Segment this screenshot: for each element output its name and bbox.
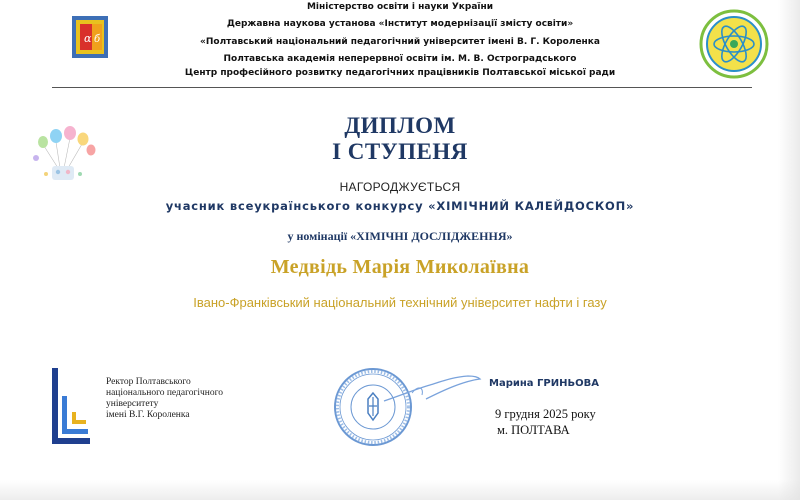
svg-text:б: б [94,34,101,45]
university-logo-icon [50,366,92,446]
nomination-line: у номінації «ХІМІЧНІ ДОСЛІДЖЕННЯ» [287,229,513,243]
issue-city: м. ПОЛТАВА [497,423,570,437]
page-edge-shadow [778,0,800,500]
header-ministry: Міністерство освіти і науки України [306,2,494,12]
signature-icon [382,371,482,407]
awarded-label: НАГОРОДЖУЄТЬСЯ [339,180,461,194]
issue-date: 9 грудня 2025 року [495,407,596,421]
header-divider [52,87,752,88]
diploma-title: ДИПЛОМ [344,113,456,138]
rector-line: національного педагогічного [106,388,224,398]
header-academy: Полтавська академія неперервної освіти ім. М. В. Остроградського [223,54,577,64]
header-institute: Державна наукова установа «Інститут модернізації змісту освіти» [226,19,574,29]
svg-text:α: α [84,32,92,45]
recipient-name: Медвідь Марія Миколаївна [270,256,530,278]
rector-line: Ректор Полтавського [106,377,191,387]
participant-line: учасник всеукраїнського конкурсу «ХІМІЧНИЙ КАЛЕЙДОСКОП» [165,199,635,213]
page-bottom-strip [0,480,800,500]
header-center: Центр професійного розвитку педагогічних працівників Полтавської міської ради [184,68,616,78]
rector-line: університету [106,399,159,409]
header-university: «Полтавський національний педагогічний університет імені В. Г. Короленка [200,37,600,47]
rector-title [106,377,276,421]
recipient-institution: Івано-Франківський національний технічний університет нафти і газу [193,295,607,310]
rector-line: імені В.Г. Короленка [106,410,190,420]
diploma-degree: І СТУПЕНЯ [332,139,468,164]
signer-name: Марина ГРИНЬОВА [489,378,599,389]
